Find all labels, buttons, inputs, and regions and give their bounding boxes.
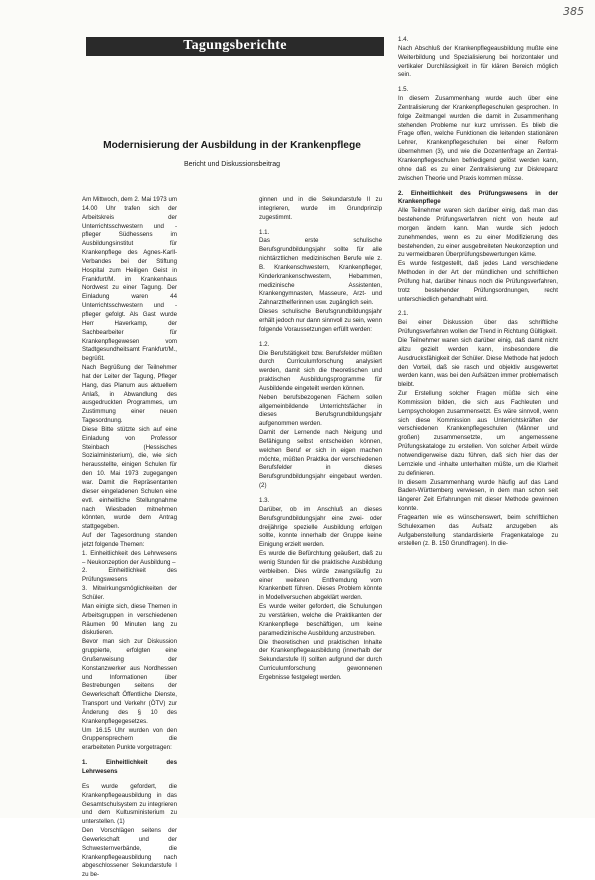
section-heading: 2. Einheitlichkeit des Prüfungswesens in der Krankenpflege bbox=[398, 189, 558, 206]
paragraph: Es wurde festgestellt, daß jedes Land verschiedene Methoden in der Art der mündlichen und schriftlichen Prüfung hat, darüber hinaus noch die Prüfungsverfahren, trotz bestehender Prüfungsordnungen, recht unterschiedlich gehandhabt wird. bbox=[398, 260, 558, 303]
paragraph: In diesem Zusammenhang wurde häufig auf das Land Baden-Württemberg verwiesen, in dem man schon seit längerer Zeit Erfahrungen mit dieser Methode gewinnen konnte. bbox=[398, 478, 558, 513]
paragraph: Bei einer Diskussion über das schriftliche Prüfungsverfahren wollen der Trend in Richtung Gültigkeit. bbox=[398, 319, 558, 336]
paragraph: Um 16.15 Uhr wurden von den Gruppensprechern die erarbeiteten Punkte vorgetragen: bbox=[82, 726, 177, 752]
article-title: Modernisierung der Ausbildung in der Krankenpflege bbox=[103, 140, 361, 151]
text-column-1 bbox=[82, 196, 177, 880]
paragraph: Man einigte sich, diese Themen in Arbeitsgruppen in verschiedenen Räumen 90 Minuten lang zu diskutieren. bbox=[82, 602, 177, 637]
banner-text: Tagungsberichte bbox=[183, 38, 287, 53]
paragraph: Es wurde weiter gefordert, die Schulungen zu verstärken, welche die Praktikanten der Krankenpflege beschäftigen, um keine paramedizinische Ausbildung anzustreben. bbox=[259, 603, 382, 637]
paragraph: Darüber, ob im Anschluß an dieses Berufsgrundbildungsjahr eine zwei- oder dreijährige spezielle Ausbildung erfolgen sollte, konnte innerhalb der Gruppe keine Einigung erzielt werden. bbox=[259, 505, 382, 549]
page-number: 385 bbox=[563, 5, 584, 18]
section-heading: 1. Einheitlichkeit des Lehrwesens bbox=[82, 759, 177, 775]
paragraph: Diese Bitte stützte sich auf eine Einladung von Professor Steinbach (Hessisches Sozialministerium), die, wie sich herausstellte, einigen Schulen für den 10. Mai 1973 zugegangen war. Damit die Repräsentanten dieser eingeladenen Schulen eine evtl. einheitliche Stellungnahme nach Wiesbaden mitnehmen könnten, wurde dem Antrag stattgegeben. bbox=[82, 425, 177, 531]
list-item: 3. Mitwirkungsmöglichkeiten der Schüler. bbox=[82, 585, 177, 601]
paragraph: Auf der Tagesordnung standen jetzt folgende Themen: bbox=[82, 532, 177, 548]
paragraph: Neben berufsbezogenen Fächern sollen allgemeinbildende Unterrichtsfächer in dieses Berufsgrundbildungsjahr aufgenommen werden. bbox=[259, 393, 382, 428]
section-number: 1.3. bbox=[259, 497, 270, 504]
text-column-3 bbox=[398, 36, 558, 549]
paragraph: Die Teilnehmer waren sich darüber einig, daß damit nicht allzu gezielt werden kann, insbesondere die Ausdrucksfähigkeit der Schüler. Diese Methode hat jedoch den Vorteil, daß sie rasch und objektiv ausgewertet werden kann, was bei den Aufsätzen immer problematisch bleibt. bbox=[398, 337, 558, 389]
paragraph: Am Mittwoch, dem 2. Mai 1973 um 14.00 Uhr trafen sich der Arbeitskreis der Unterrichtsschwestern und -pfleger Südhessens im Ausbildungsinstitut für Krankenpflege des Agnes-Karll-Verbandes bei der Stiftung Hospital zum Heiligen Geist in Frankfurt/M. im Krankenhaus Nordwest zu einer Tagung. Der Einladung waren 44 Unterrichtsschwestern und -pfleger gefolgt. Als Gast wurde Herr Haverkamp, der Sachbearbeiter für Krankenpflegewesen vom Stadtgesundheitsamt Frankfurt/M., begrüßt. bbox=[82, 196, 177, 363]
paragraph: Die theoretischen und praktischen Inhalte der Krankenpflegeausbildung (innerhalb der Sekundarstufe II) sollten aufgrund der durch Curriculumforschung gewonnenen Ergebnisse festgelegt werden. bbox=[259, 638, 382, 681]
text-column-2 bbox=[259, 196, 382, 683]
paragraph: Zur Erstellung solcher Fragen müßte sich eine Kommission bilden, die sich aus Fachleuten und Lernpsychologen zusammensetzt. Es wäre sinnvoll, wenn sich diese Kommission aus Unterrichtskräften der verschiedenen Krankenpflegeschulen (Männer und großen) zusammensetzte, um angemessene Prüfungskataloge zu erstellen. Von solcher Arbeit würde notwendigerweise dazu führen, daß sich hier das der Lernziele und -inhalte unterhalten müßte, um die Klarheit zu definieren. bbox=[398, 390, 558, 477]
paragraph: Das erste schulische Berufsgrundbildungsjahr sollte für alle nichtärztlichen medizinischen Berufe wie z. B. Krankenschwestern, Krankenpfleger, Kinderkrankenschwestern, Hebammen, medizinische Assistenten, Krankengymnasten, Masseure, Arzt- und Zahnarzthelferinnen usw. zugänglich sein. bbox=[259, 237, 382, 307]
section-number: 1.2. bbox=[259, 340, 270, 348]
paragraph: Es wurde die Befürchtung geäußert, daß zu wenig Stunden für die praktische Ausbildung verbleiben. Dies würde zwangsläufig zu einer weiteren Entfremdung vom Krankenbett führen. Dieses Problem könnte in Modellversuchen abgeklärt werden. bbox=[259, 550, 382, 602]
paragraph: Nach Begrüßung der Teilnehmer hat der Leiter der Tagung, Pfleger Hang, das Planum aus aktuellem Anlaß, in Abwandlung des ausgedruckten Programmes, um Zustimmung einer neuen Tagesordnung. bbox=[82, 364, 177, 425]
paragraph: Fragearten wie es wünschenswert, beim schriftlichen Schulexamen das Aufsatz anzugeben als Aufgabenstellung standardisierte Fragenkataloge zu erstellen (z. B. 150 Grundfragen). In die- bbox=[398, 513, 558, 548]
section-number: 2.1. bbox=[398, 310, 409, 318]
paragraph: Nach Abschluß der Krankenpflegeausbildung mußte eine Weiterbildung und Spezialisierung bei horizontaler und vertikaler Durchlässigkeit in für klären Bereich möglich sein. bbox=[398, 44, 558, 79]
section-number: 1.1. bbox=[259, 228, 270, 236]
list-item: 2. Einheitlichkeit des Prüfungswesens bbox=[82, 567, 177, 584]
paragraph: Damit der Lernende nach Neigung und Befähigung selbst entscheiden können, welchen Beruf er sich in eigen machen möchte, müßten Praktika der verschiedenen Berufsfelder in dieses Berufsgrundbildungsjahr eingebaut werden. (2) bbox=[259, 429, 382, 490]
paragraph: Dieses schulische Berufsgrundbildungsjahr erhält jedoch nur dann sinnvoll zu sein, wenn folgende Voraussetzungen erfüllt werden: bbox=[259, 308, 382, 333]
article-subtitle: Bericht und Diskussionsbeitrag bbox=[183, 161, 281, 168]
paragraph: Alle Teilnehmer waren sich darüber einig, daß man das bestehende Prüfungsverfahren nicht von heute auf morgen ändern kann. Man wurde sich jedoch zunehmendes, wenn es zu einer Modifizierung des bestehenden, zu einer ausgebreiteten Neukonzeption und zu vermeidbaren Überprüfungsbewertungen käme. bbox=[398, 207, 558, 259]
section-banner bbox=[86, 37, 384, 56]
paragraph: ginnen und in die Sekundarstufe II zu integrieren, wurde im Grundprinzip zugestimmt. bbox=[259, 196, 382, 221]
paragraph: Die Berufstätigkeit bzw. Berufsfelder müßten durch Curriculumforschung analysiert werden, damit sich die theoretischen und praktischen Ausbildungsprogramme für Ausbildende eingeteilt werden können. bbox=[259, 349, 382, 392]
list-item: 1. Einheitlichkeit des Lehrwesens – Neukonzeption der Ausbildung – bbox=[82, 549, 177, 566]
paragraph: Es wurde gefordert, die Krankenpflegeausbildung in das Gesamtschulsystem zu integrieren und dem Kultusministerium zu unterstellen. (1) bbox=[82, 782, 177, 826]
paragraph: Den Vorschlägen seitens der Gewerkschaft und der Schwesternverbände, die Krankenpflegeausbildung nach abgeschlossener Sekundarstufe I zu be- bbox=[82, 827, 177, 879]
paragraph: Bevor man sich zur Diskussion gruppierte, erfolgten eine Grußerweisung der Konstanzwerker aus Nordhessen und Informationen über Bestrebungen seitens der Gewerkschaft Öffentliche Dienste, Transport und Verkehr (ÖTV) zur Änderung des § 10 des Krankenpflegegesetzes. bbox=[82, 638, 177, 725]
section-number: 1.5. bbox=[398, 86, 409, 94]
paragraph: In diesem Zusammenhang wurde auch über eine Zentralisierung der Krankenpflegeschulen gesprochen. In folge Zeitmangel wurden die damit in Zusammenhang stehenden Probleme nur kurz umrissen. Es blieb die Frage offen, welche Funktionen die leitenden stationären Lehrer, Krankenpflegeschulen bei einer Reform übernehmen (3), und wie die Dozentenfrage an Zentral-Krankenpflegeschulen befriedigend gelöst werden kann, ohne daß es zu einer Zentralisierung zur Diskrepanz zwischen Theorie und Praxis kommen müsse. bbox=[398, 95, 558, 182]
section-number: 1.4. bbox=[398, 36, 409, 43]
